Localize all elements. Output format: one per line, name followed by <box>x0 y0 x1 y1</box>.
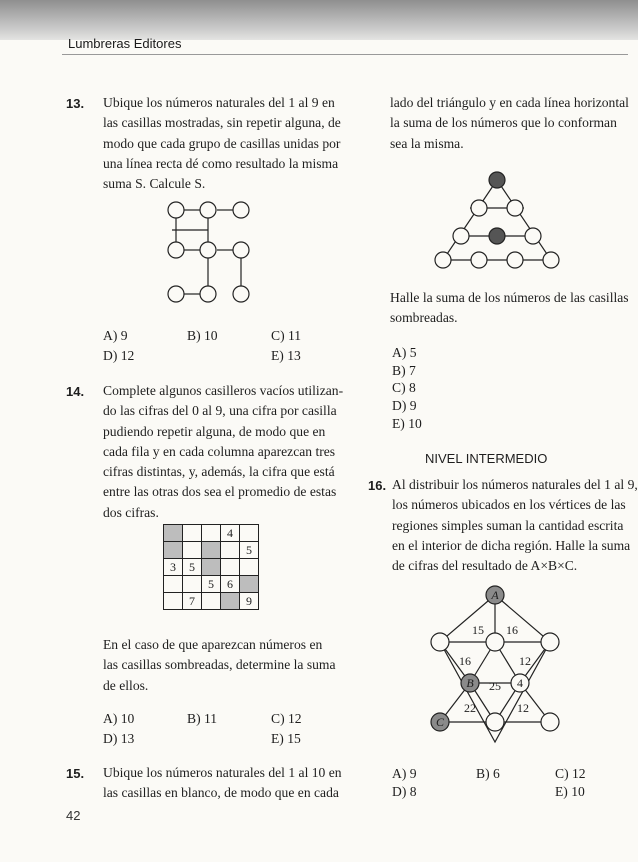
vertex-c-label: C <box>435 715 445 729</box>
vertex-a-label: A <box>491 588 499 602</box>
circle-cell <box>233 202 249 218</box>
problem-14-option-a[interactable]: A) 10 <box>103 711 135 726</box>
region-label: 15 <box>472 623 484 637</box>
problem-13-option-c[interactable]: C) 11 <box>271 328 302 343</box>
grid-cell: 3 <box>164 559 183 576</box>
text-line: regiones simples suman la cantidad escrita <box>392 517 624 533</box>
region-label: 25 <box>489 679 501 693</box>
problem-14-text <box>103 381 343 523</box>
triangle-cell <box>453 228 469 244</box>
problem-16-option-d[interactable]: D) 8 <box>392 784 417 799</box>
text-line: las casillas sombreadas, determine la suma <box>103 657 336 673</box>
grid-cell: 6 <box>221 576 240 593</box>
problem-13-option-e[interactable]: E) 13 <box>271 348 301 363</box>
grid-cell <box>240 576 259 593</box>
circle-cell <box>200 202 216 218</box>
triangle-cell <box>507 252 523 268</box>
region-label: 22 <box>464 701 476 715</box>
problem-13-number: 13. <box>66 96 85 111</box>
text-line: Complete algunos casilleros vacíos utilizan- <box>103 383 344 398</box>
text-line: las casillas en blanco, de modo que en cada <box>103 785 339 801</box>
grid-cell <box>202 559 221 576</box>
region-node <box>431 633 449 651</box>
text-line: de cifras del resultado de A×B×C. <box>392 558 578 574</box>
grid-cell <box>240 559 259 576</box>
problem-14-option-d[interactable]: D) 13 <box>103 731 135 746</box>
problem-16-region-diagram <box>415 580 575 750</box>
grid-cell <box>183 576 202 593</box>
text-line: una línea recta dé como resultado la misma <box>103 155 339 171</box>
text-line: Ubique los números naturales del 1 al 10 en <box>103 765 342 780</box>
problem-16-option-c[interactable]: C) 12 <box>555 766 586 781</box>
problem-16-option-b[interactable]: B) 6 <box>476 766 500 781</box>
triangle-cell-shaded <box>489 172 505 188</box>
grid-cell: 7 <box>183 593 202 610</box>
grid-cell <box>221 542 240 559</box>
text-line: modo que cada grupo de casillas unidas por <box>103 135 341 151</box>
triangle-cell <box>471 200 487 216</box>
circle-cell <box>168 286 184 302</box>
text-line: Al distribuir los números naturales del 1 al 9, <box>392 477 638 492</box>
vertex-four-label: 4 <box>517 676 523 690</box>
triangle-cell <box>507 200 523 216</box>
text-line: los números ubicados en los vértices de las <box>392 497 626 513</box>
problem-15-number: 15. <box>66 766 85 781</box>
header-rule <box>62 54 628 55</box>
triangle-cell <box>543 252 559 268</box>
region-node <box>541 633 559 651</box>
problem-14-question <box>103 635 336 696</box>
text-line: sea la misma. <box>390 135 464 151</box>
text-line: entre las otras dos sea el promedio de estas <box>103 484 337 500</box>
problem-14-option-c[interactable]: C) 12 <box>271 711 302 726</box>
grid-cell <box>221 593 240 610</box>
problem-16-text <box>392 475 638 576</box>
page-header-band <box>0 0 638 40</box>
circle-cell <box>233 286 249 302</box>
problem-13-text <box>103 93 341 194</box>
text-line: lado del triángulo y en cada línea horizontal <box>390 95 629 110</box>
grid-cell: 5 <box>240 542 259 559</box>
text-line: dos cifras. <box>103 504 159 520</box>
text-line: de ellos. <box>103 677 149 693</box>
problem-16-number: 16. <box>368 478 387 493</box>
text-line: cifras distintas, y, además, la cifra que está <box>103 464 335 480</box>
problem-13-option-d[interactable]: D) 12 <box>103 348 135 363</box>
circle-cell <box>168 242 184 258</box>
grid-cell: 5 <box>202 576 221 593</box>
region-label: 12 <box>517 701 529 715</box>
problem-15-option-d[interactable]: D) 9 <box>392 398 417 413</box>
triangle-cell <box>471 252 487 268</box>
text-line: en el interior de dicha región. Halle la suma <box>392 537 631 553</box>
triangle-cell-shaded <box>489 228 505 244</box>
problem-14-number-grid <box>163 524 259 610</box>
grid-cell <box>202 525 221 542</box>
grid-cell <box>164 576 183 593</box>
problem-14-option-e[interactable]: E) 15 <box>271 731 301 746</box>
problem-13-option-b[interactable]: B) 10 <box>187 328 218 343</box>
problem-15-triangle-diagram <box>430 160 560 270</box>
triangle-cell <box>435 252 451 268</box>
text-line: do las cifras del 0 al 9, una cifra por casilla <box>103 403 337 419</box>
circle-cell <box>233 242 249 258</box>
problem-15-text-continued <box>390 93 629 154</box>
problem-16-option-a[interactable]: A) 9 <box>392 766 417 781</box>
problem-15-option-a[interactable]: A) 5 <box>392 345 417 360</box>
grid-cell <box>164 542 183 559</box>
problem-15-option-b[interactable]: B) 7 <box>392 363 416 378</box>
region-label: 16 <box>506 623 518 637</box>
grid-cell: 5 <box>183 559 202 576</box>
page-number: 42 <box>66 808 81 823</box>
text-line: Ubique los números naturales del 1 al 9 en <box>103 95 335 110</box>
region-label: 16 <box>459 654 471 668</box>
region-label: 12 <box>519 654 531 668</box>
problem-15-question <box>390 288 629 329</box>
text-line: cada fila y en cada columna aparezcan tres <box>103 443 336 459</box>
problem-13-circle-diagram <box>150 190 280 315</box>
problem-16-option-e[interactable]: E) 10 <box>555 784 585 799</box>
circle-cell <box>168 202 184 218</box>
grid-cell <box>164 525 183 542</box>
grid-cell <box>183 542 202 559</box>
grid-cell <box>221 559 240 576</box>
text-line: las casillas mostradas, sin repetir alguna, de <box>103 115 341 131</box>
problem-14-number: 14. <box>66 384 85 399</box>
section-title: NIVEL INTERMEDIO <box>425 451 548 466</box>
grid-cell <box>240 525 259 542</box>
grid-cell: 9 <box>240 593 259 610</box>
region-node <box>486 713 504 731</box>
publisher-name: Lumbreras Editores <box>68 36 182 51</box>
circle-cell <box>200 242 216 258</box>
grid-cell: 4 <box>221 525 240 542</box>
grid-cell <box>164 593 183 610</box>
text-line: pudiendo repetir alguna, de modo que en <box>103 423 326 439</box>
text-line: Halle la suma de los números de las casillas <box>390 290 629 305</box>
grid-cell <box>183 525 202 542</box>
problem-15-option-e[interactable]: E) 10 <box>392 416 422 431</box>
problem-13-option-a[interactable]: A) 9 <box>103 328 128 343</box>
problem-15-text <box>103 763 342 804</box>
grid-cell <box>202 542 221 559</box>
text-line: la suma de los números que lo conforman <box>390 115 617 131</box>
problem-15-option-c[interactable]: C) 8 <box>392 380 416 395</box>
grid-cell <box>202 593 221 610</box>
circle-cell <box>200 286 216 302</box>
text-line: sombreadas. <box>390 310 458 326</box>
region-node <box>486 633 504 651</box>
text-line: En el caso de que aparezcan números en <box>103 637 323 652</box>
vertex-b-label: B <box>466 676 474 690</box>
region-node <box>541 713 559 731</box>
triangle-cell <box>525 228 541 244</box>
text-line: suma S. Calcule S. <box>103 176 206 192</box>
problem-14-option-b[interactable]: B) 11 <box>187 711 218 726</box>
